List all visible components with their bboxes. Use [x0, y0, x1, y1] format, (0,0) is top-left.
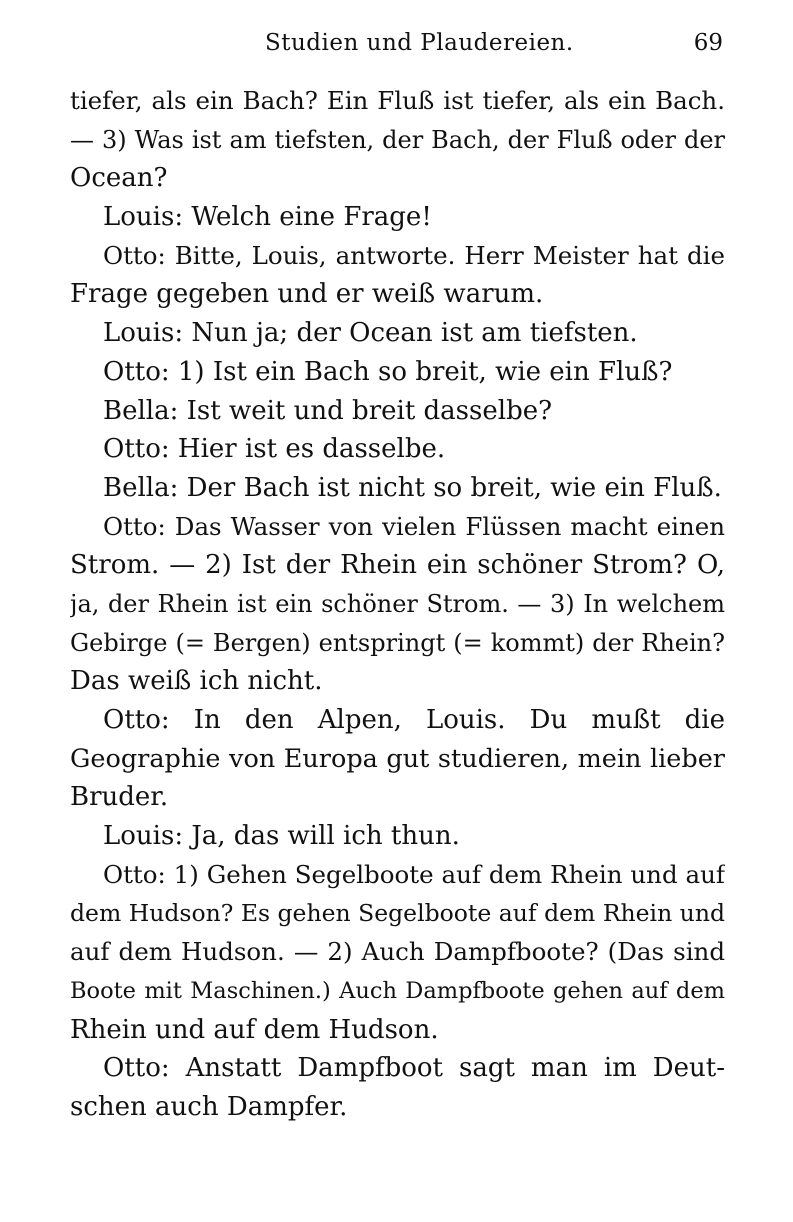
text-line: tiefer, als ein Bach? Ein Fluß ist tiefer, als ein Bach. — [70, 86, 725, 115]
text-line: Rhein und auf dem Hudson. — [70, 1014, 439, 1045]
text-line: Strom. — 2) Ist der Rhein ein schöner Strom? O, — [70, 550, 725, 581]
text-line: Otto: In den Alpen, Louis. Du mußt die — [103, 705, 725, 735]
text-line: Otto: Bitte, Louis, antworte. Herr Meister hat die — [103, 240, 725, 270]
text-line: Frage gegeben und er weiß warum. — [70, 279, 544, 310]
text-line: Otto: Anstatt Dampfboot sagt man im Deut- — [103, 1053, 725, 1084]
text-line: auf dem Hudson. — 2) Auch Dampfboote? (Das sind — [70, 937, 725, 967]
running-title: Studien und Plaudereien. — [265, 30, 574, 56]
text-line: Bella: Ist weit und breit dasselbe? — [103, 395, 553, 426]
running-head — [0, 30, 793, 66]
text-line: ja, der Rhein ist ein schöner Strom. — 3) In welchem — [70, 589, 725, 618]
text-line: Bella: Der Bach ist nicht so breit, wie ein Fluß. — [103, 472, 722, 503]
text-line: Otto: 1) Ist ein Bach so breit, wie ein Fluß? — [103, 356, 673, 387]
text-line: Geographie von Europa gut studieren, mein lieber — [70, 743, 725, 774]
text-line: Bruder. — [70, 782, 169, 813]
text-line: — 3) Was ist am tiefsten, der Bach, der Fluß oder der — [70, 125, 725, 154]
text-line: Louis: Nun ja; der Ocean ist am tiefsten. — [103, 318, 638, 349]
text-line: Boote mit Maschinen.) Auch Dampfboote gehen auf dem — [70, 977, 725, 1004]
body-text — [70, 82, 725, 1127]
text-line: Otto: Hier ist es dasselbe. — [103, 434, 446, 465]
page-number: 69 — [693, 30, 723, 56]
text-line: schen auch Dampfer. — [70, 1091, 348, 1122]
text-line: Otto: 1) Gehen Segelboote auf dem Rhein und auf — [103, 859, 725, 889]
text-line: Louis: Welch eine Frage! — [103, 202, 432, 233]
text-line: Das weiß ich nicht. — [70, 666, 323, 697]
text-line: Ocean? — [70, 163, 168, 194]
text-line: dem Hudson? Es gehen Segelboote auf dem Rhein und — [70, 899, 725, 928]
text-line: Gebirge (= Bergen) entspringt (= kommt) der Rhein? — [70, 628, 725, 657]
text-line: Louis: Ja, das will ich thun. — [103, 821, 460, 852]
text-line: Otto: Das Wasser von vielen Flüssen macht einen — [103, 511, 725, 541]
